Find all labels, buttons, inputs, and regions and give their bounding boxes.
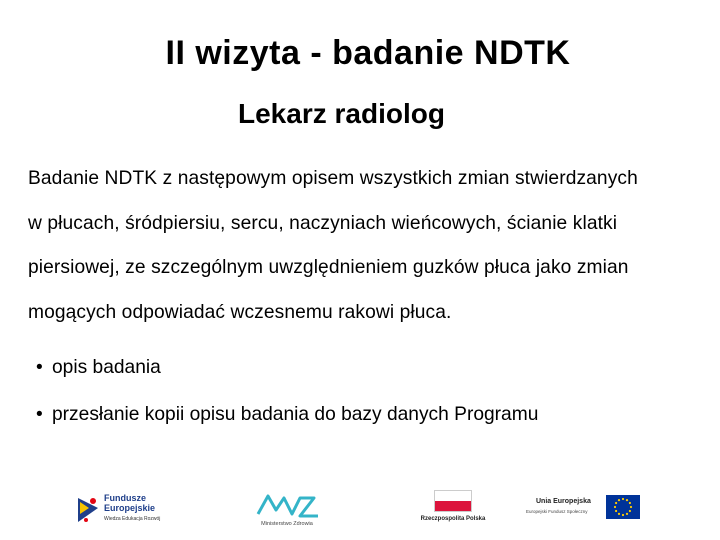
- ministerstwo-zdrowia-icon: [256, 492, 320, 520]
- unia-label: Unia Europejska: [536, 498, 591, 505]
- fundusze-europejskie-icon: [76, 492, 100, 526]
- unia-europejska-logo: [522, 478, 642, 532]
- unia-sub: Europejski Fundusz Społeczny: [526, 509, 588, 514]
- bullet-item: [36, 395, 538, 442]
- body-line: Badanie NDTK z następowym opisem wszystkich zmian stwierdzanych: [28, 168, 638, 189]
- slide-title: II wizyta - badanie NDTK: [165, 34, 571, 72]
- body-line: piersiowej, ze szczególnym uwzględnieniem guzków płuca jako zmian: [28, 257, 629, 278]
- bullet-list: [36, 348, 538, 442]
- bullet-icon: •: [36, 404, 43, 425]
- fundusze-text: [104, 493, 155, 513]
- body-paragraph: [28, 157, 720, 335]
- fundusze-sub: Wiedza Edukacja Rozwój: [104, 516, 161, 522]
- bullet-text: przesłanie kopii opisu badania do bazy danych Programu: [52, 404, 539, 425]
- footer-logos: [0, 478, 720, 540]
- eu-flag-icon: [606, 495, 640, 519]
- bullet-item: [36, 348, 538, 395]
- polska-label: Rzeczpospolita Polska: [420, 516, 486, 522]
- fundusze-line1: Fundusze: [104, 493, 146, 503]
- ministerstwo-zdrowia-logo: [252, 478, 324, 532]
- bullet-text: opis badania: [52, 357, 161, 378]
- slide-subtitle: Lekarz radiolog: [238, 98, 445, 129]
- ministerstwo-label: Ministerstwo Zdrowia: [261, 521, 313, 527]
- rzeczpospolita-polska-logo: [408, 478, 492, 532]
- body-line: w płucach, śródpiersiu, sercu, naczyniach wieńcowych, ścianie klatki: [28, 212, 618, 234]
- bullet-icon: •: [36, 357, 43, 378]
- body-line: mogących odpowiadać wczesnemu rakowi płuca.: [28, 301, 452, 323]
- fundusze-europejskie-logo: [76, 478, 186, 532]
- polish-flag-icon: [434, 490, 472, 512]
- fundusze-line2: Europejskie: [104, 503, 156, 513]
